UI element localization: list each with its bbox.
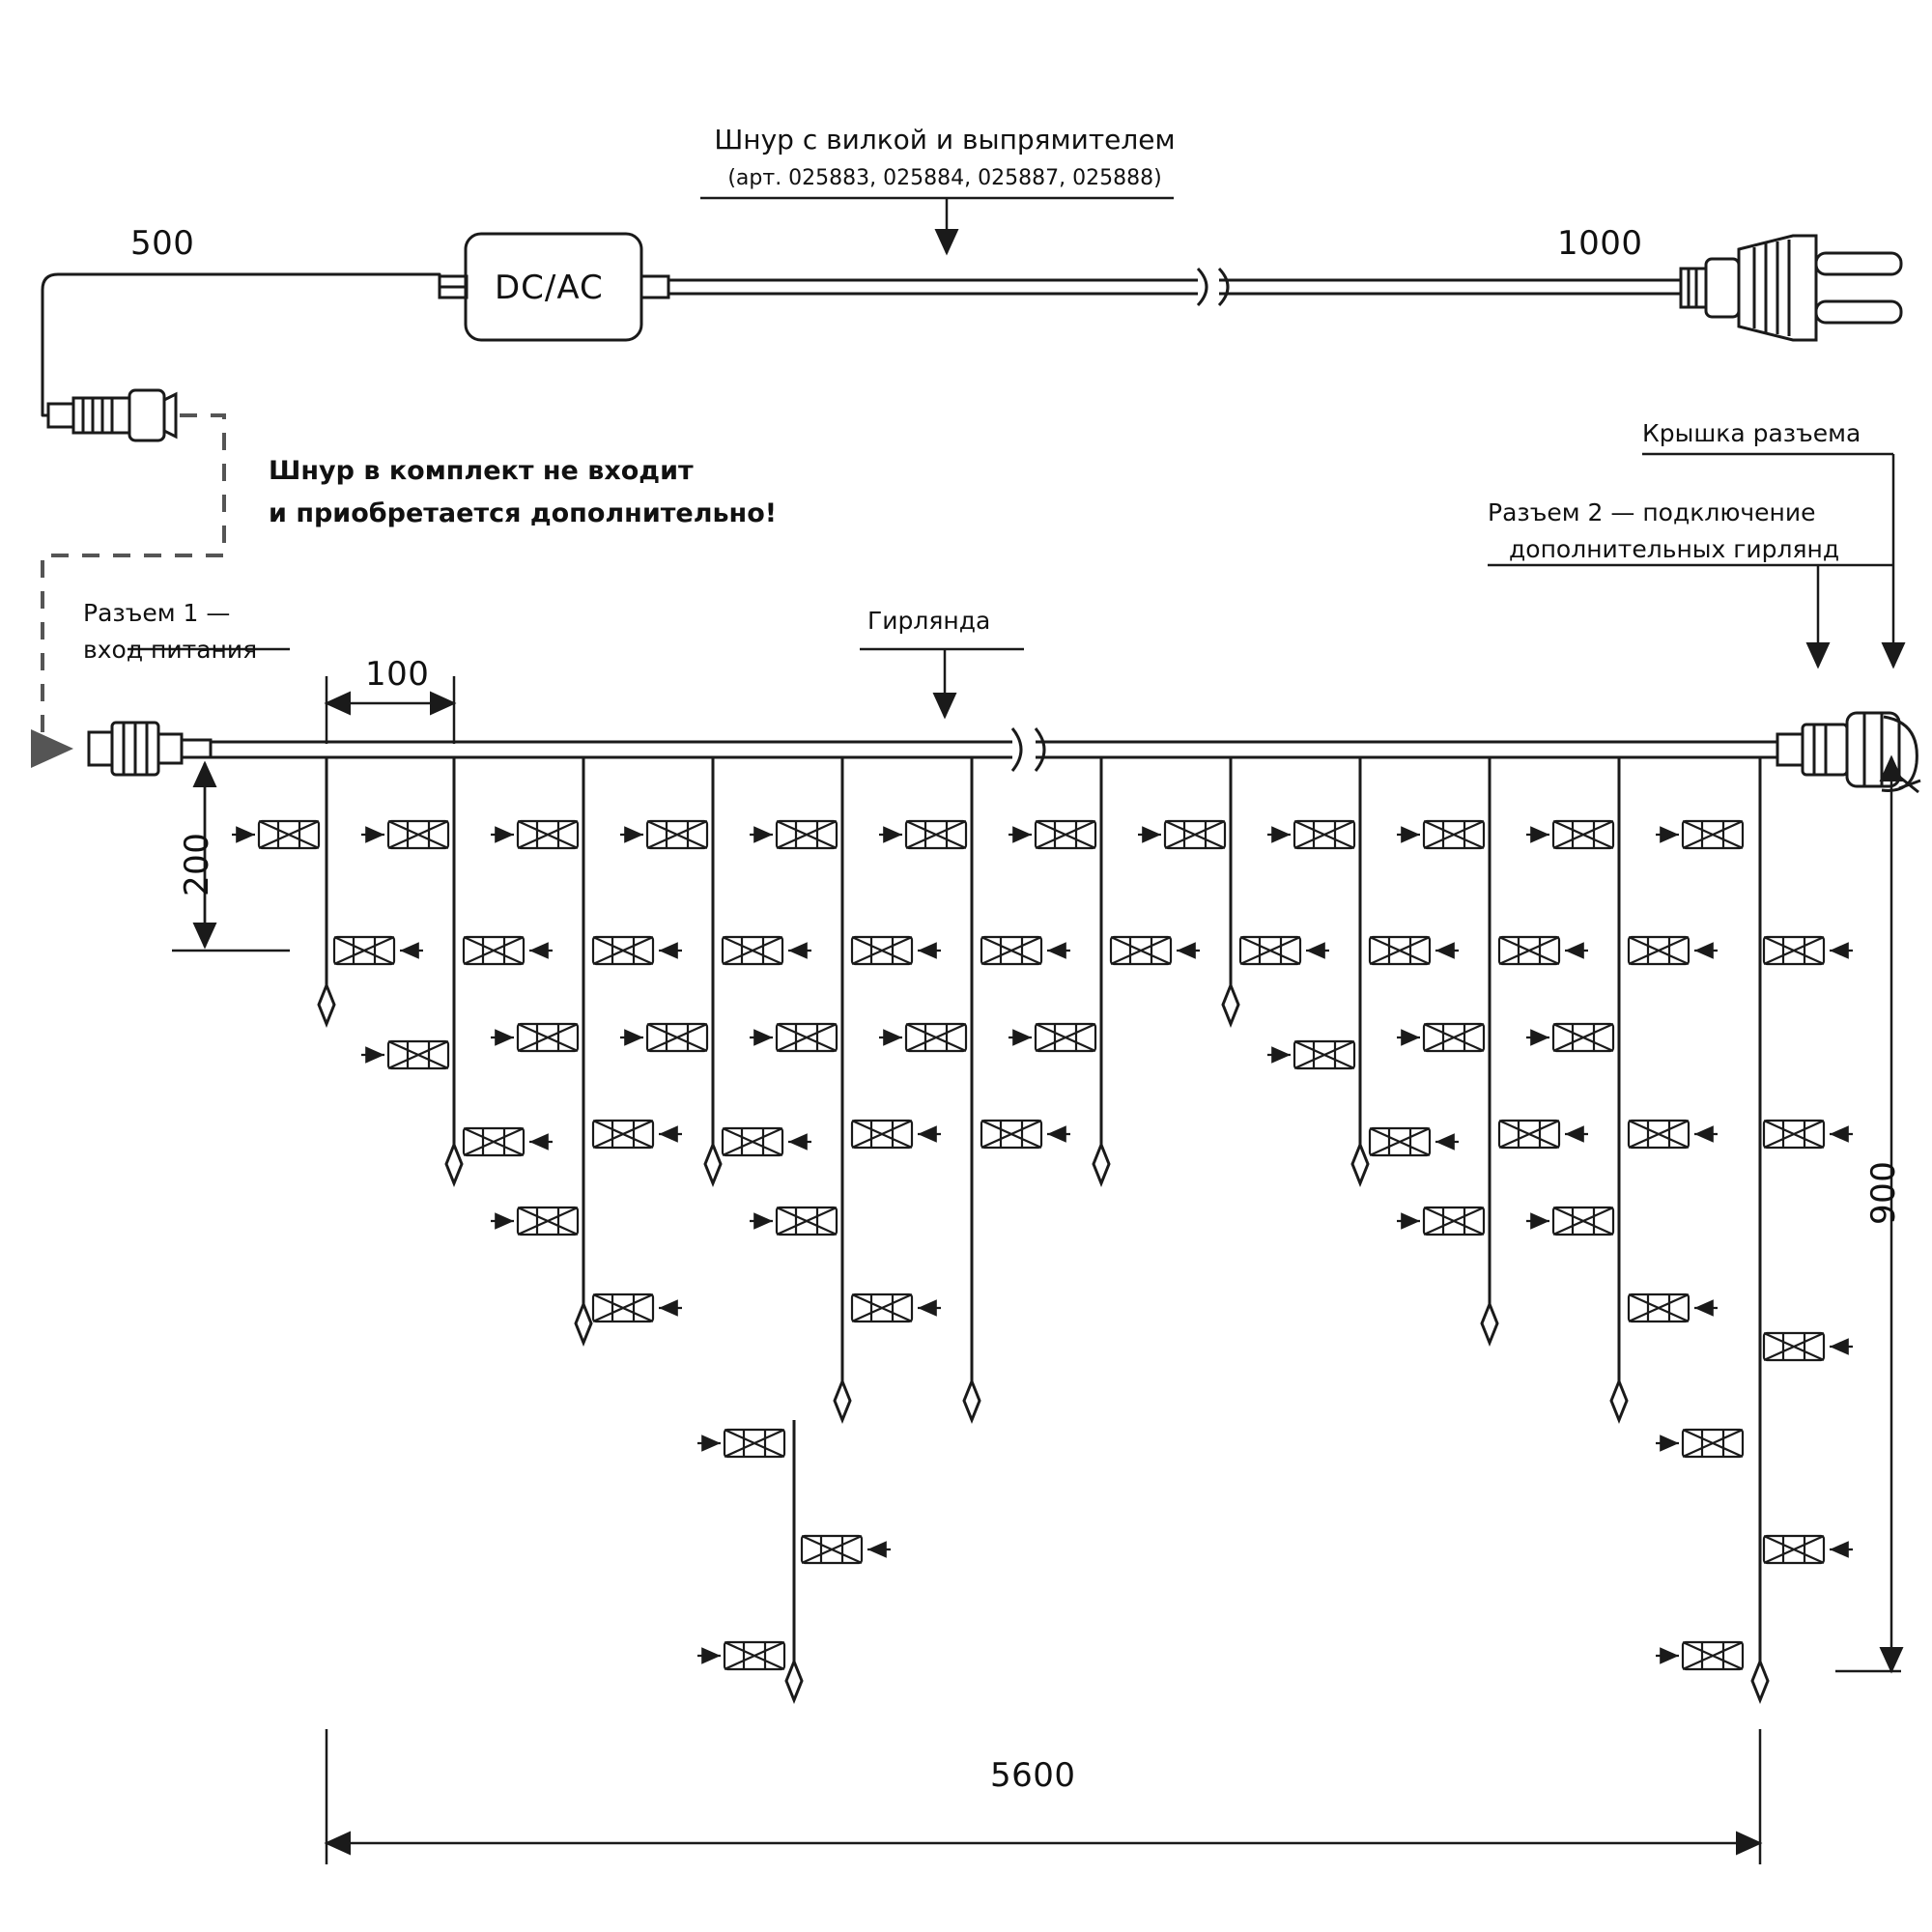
mains-plug	[1681, 236, 1901, 340]
garland-connector-2	[1777, 713, 1920, 792]
garland-connector-1	[89, 723, 211, 775]
not-included-line-2: и приобретается дополнительно!	[269, 498, 778, 528]
dimension-500-label: 500	[130, 224, 195, 263]
dcac-label: DC/AC	[495, 269, 604, 307]
power-cord-assembly	[43, 234, 1901, 440]
cap-label: Крышка разъема	[1642, 419, 1861, 447]
dimension-1000-label: 1000	[1557, 224, 1643, 263]
connector-2-line-2: дополнительных гирлянд	[1509, 535, 1840, 563]
dashed-route	[43, 415, 224, 749]
cord-title-label: Шнур с вилкой и выпрямителем	[714, 124, 1176, 156]
dimension-900-label: 900	[1864, 1160, 1903, 1225]
dimension-100-label: 100	[365, 655, 430, 694]
dimension-5600-label: 5600	[990, 1756, 1076, 1795]
cord-female-connector	[48, 390, 176, 440]
cord-title-callout	[700, 198, 1174, 253]
garland-label: Гирлянда	[867, 607, 991, 635]
connector-1-line-1: Разъем 1 —	[83, 599, 231, 627]
not-included-line-1: Шнур в комплект не входит	[269, 456, 694, 486]
led-bulbs	[232, 821, 1853, 1669]
connector-1-line-2: вход питания	[83, 636, 258, 664]
dimension-200-label: 200	[178, 832, 216, 896]
garland-main-bus	[89, 713, 1920, 792]
dimension-lines	[172, 676, 1901, 1864]
connector-2-line-1: Разъем 2 — подключение	[1488, 498, 1816, 526]
cord-subtitle-label: (арт. 025883, 025884, 025887, 025888)	[727, 166, 1162, 190]
